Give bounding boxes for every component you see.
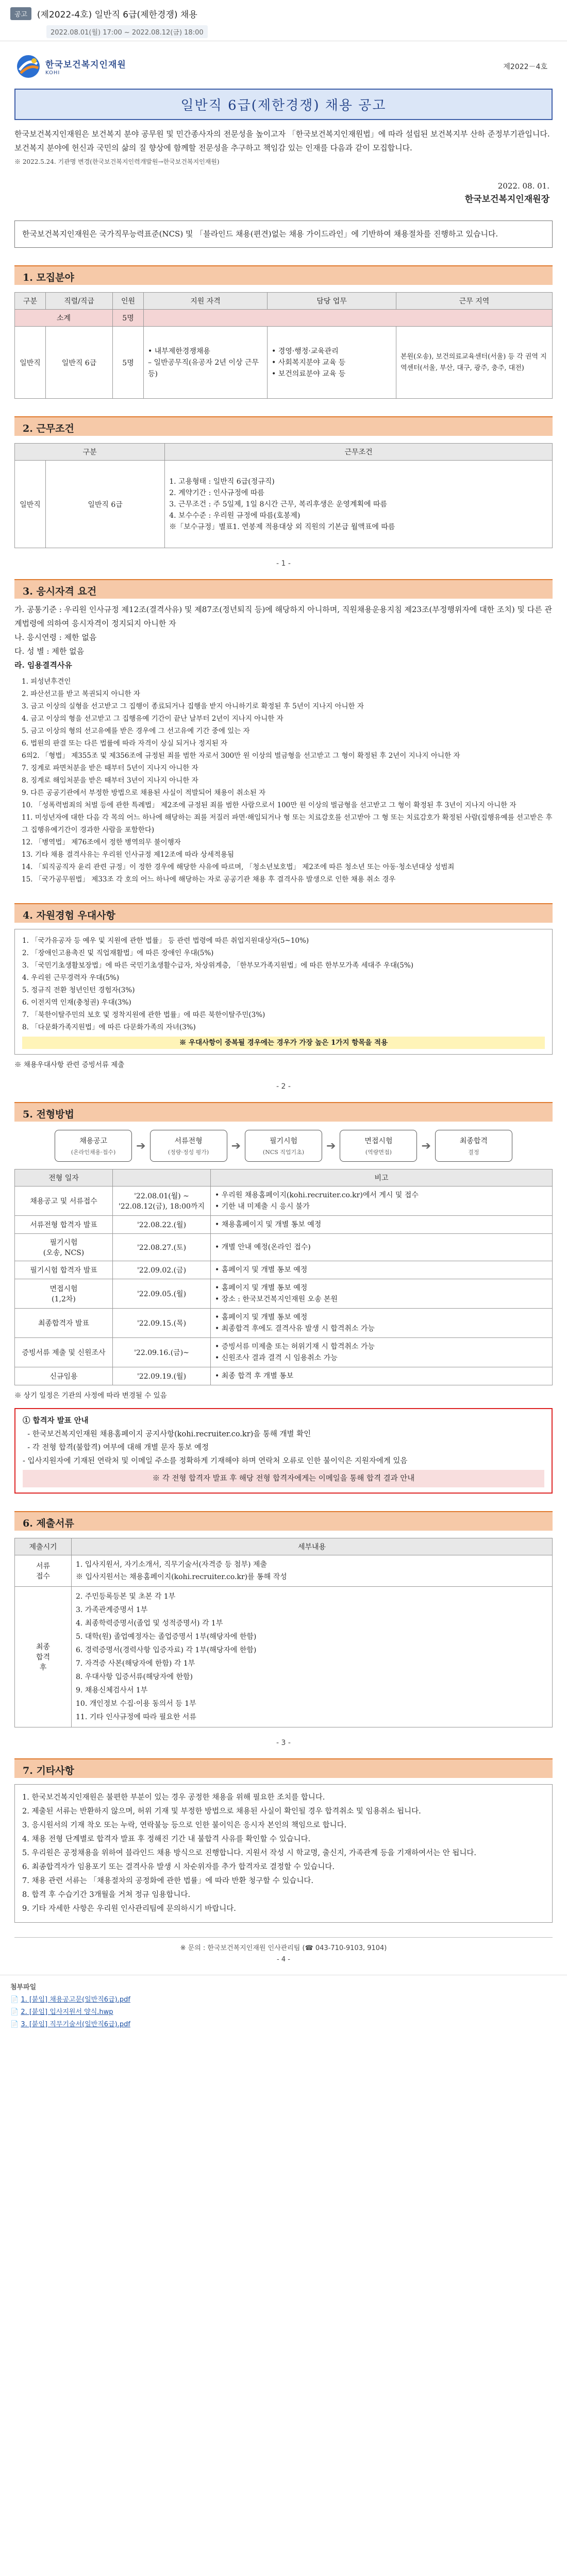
list-item: 7. 「북한이탈주민의 보호 및 정착지원에 관한 법률」에 따른 북한이탈주민(3%) [22, 1011, 265, 1019]
flow-step [150, 1130, 227, 1162]
attachments [0, 1975, 567, 2037]
logo-text [45, 57, 126, 76]
list-item: 8. 합격 후 수습기간 3개월을 거쳐 정규 임용합니다. [22, 1891, 191, 1899]
table-row [15, 1555, 553, 1587]
flow-step-label: 서류전형 [174, 1137, 203, 1145]
list-item: 3. 「국민기초생활보장법」에 따른 국민기초생활수급자, 차상위계층, 「한부모가족지원법」에 따른 한부모가족 세대주 우대(5%) [22, 961, 413, 970]
list-item: 1. 「국가유공자 등 예우 및 지원에 관한 법률」 등 관련 법령에 따른 취업지원대상자(5~10%) [22, 937, 309, 945]
file-icon: 📄 [10, 2008, 21, 2016]
list-item: 4. 채용 전형 단계별로 합격자 발표 후 정해진 기간 내 불합격 사유를 확인할 수 있습니다. [22, 1835, 311, 1843]
preference-highlight: ※ 우대사항이 중복될 경우에는 경우가 가장 높은 1가지 항목을 적용 [22, 1037, 545, 1049]
list-item: 7. 채용 관련 서류는 「채용절차의 공정화에 관한 법률」에 따라 반환 청구할 수 있습니다. [22, 1877, 313, 1885]
cell-stage: 서류전형 합격자 발표 [15, 1216, 113, 1234]
attachment-link[interactable]: 1. [붙임] 채용공고문(일반직6급).pdf [21, 1996, 130, 2004]
flow-step-sub: (역량면접) [365, 1149, 392, 1156]
list-item: 7. 징계로 파면처분을 받은 때부터 5년이 지나지 아니한 자 [22, 764, 198, 772]
recruitment-table [14, 292, 553, 399]
logo-emblem-icon [14, 53, 42, 80]
announcer-org: 한국보건복지인재원장 [464, 194, 549, 205]
attachment-item[interactable] [10, 2006, 557, 2019]
post-period-text: 2022.08.01(월) 17:00 ~ 2022.08.12(금) 18:00 [46, 25, 208, 38]
section-documents: 6. 제출서류 [14, 1511, 553, 1531]
cell-note: • 홈페이지 및 개별 통보 예정 • 최종합격 후에도 결격사유 발생 시 합격취소 가능 [211, 1309, 553, 1338]
cell-when: 서류 접수 [15, 1555, 72, 1587]
table-header-row [15, 1170, 553, 1187]
list-item: 12. 「병역법」 제76조에서 정한 병역의무 불이행자 [22, 838, 181, 846]
cell-date: '22.08.22.(월) [113, 1216, 211, 1234]
post-title: (제2022-4호) 일반직 6급(제한경쟁) 채용 [37, 10, 197, 20]
eligibility-intro [14, 603, 553, 672]
conditions-list [169, 476, 548, 533]
cell-stage: 신규임용 [15, 1367, 113, 1385]
list-item: 2. 파산선고를 받고 복권되지 아니한 자 [22, 690, 140, 698]
result-notice-line: ① 합격자 발표 안내 [23, 1416, 89, 1425]
cell-stage: 필기시험 (오송, NCS) [15, 1234, 113, 1261]
table-header: 전형 일자 [15, 1170, 113, 1187]
list-item: 4. 우리원 근무경력자 우대(5%) [22, 974, 120, 982]
cell-note: • 개별 안내 예정(온라인 접수) [211, 1234, 553, 1261]
table-header: 비고 [211, 1170, 553, 1187]
table-header-row [15, 1538, 553, 1555]
list-item: 1. 고용형태 : 일반직 6급(정규직) [169, 477, 275, 486]
list-item: 3. 금고 이상의 실형을 선고받고 그 집행이 종료되거나 집행을 받지 아니하기로 확정된 후 5년이 지나지 아니한 자 [22, 702, 364, 710]
cell-stage: 증빙서류 제출 및 신원조사 [15, 1338, 113, 1367]
file-icon: 📄 [10, 1996, 21, 2004]
list-item: 4. 금고 이상의 형을 선고받고 그 집행유예 기간이 끝난 날부터 2년이 지나지 아니한 자 [22, 715, 284, 723]
table-row [15, 1367, 553, 1385]
contact-footer [14, 1937, 553, 1965]
list-item: ※「보수규정」별표1. 연봉제 적용대상 외 직원의 기본급 월액표에 따름 [169, 522, 395, 531]
section-other: 7. 기타사항 [14, 1758, 553, 1778]
attachment-item[interactable] [10, 2019, 557, 2031]
cell-stage: 최종합격자 발표 [15, 1309, 113, 1338]
table-row [15, 461, 553, 548]
cell-date: '22.09.05.(월) [113, 1279, 211, 1309]
cell-date: '22.09.15.(목) [113, 1309, 211, 1338]
post-header [0, 0, 567, 41]
cell-stage: 면접시험 (1,2차) [15, 1279, 113, 1309]
list-item: 1. 한국보건복지인재원은 불편한 부분이 있는 경우 공정한 채용을 위해 필요한 조치를 합니다. [22, 1793, 325, 1802]
flow-step-label: 면접시험 [364, 1137, 393, 1145]
org-line [14, 50, 553, 82]
preferences-list [22, 935, 545, 1033]
other-list [22, 1791, 545, 1916]
flow-step [340, 1130, 417, 1162]
list-item: 6의2. 「형법」 제355조 및 제356조에 규정된 죄를 범한 자로서 300만 원 이상의 벌금형을 선고받고 그 형이 확정된 후 2년이 지나지 아니한 자 [22, 752, 460, 760]
post-period [46, 25, 557, 38]
disqualification-list [14, 675, 553, 886]
flow-step-label: 최종합격 [459, 1137, 488, 1145]
cell-stage: 필기시험 합격자 발표 [15, 1261, 113, 1279]
cell-date: '22.09.16.(금)~ [113, 1338, 211, 1367]
page-number: - 2 - [276, 1082, 291, 1091]
cell-note: • 최종 합격 후 개별 통보 [211, 1367, 553, 1385]
eligibility-line: 나. 응시연령 : 제한 없음 [14, 633, 97, 642]
document-title: 일반직 6급(제한경쟁) 채용 공고 [14, 89, 553, 120]
list-item: 1. 피성년후견인 [22, 677, 71, 686]
cell-when: 최종 합격 후 [15, 1587, 72, 1727]
table-header: 담당 업무 [268, 293, 396, 310]
blind-hiring-notice: 한국보건복지인재원은 국가직무능력표준(NCS) 및 「블라인드 채용(편견)없는 채용 가이드라인」에 기반하여 채용절차를 진행하고 있습니다. [14, 221, 553, 248]
attachments-label: 첨부파일 [10, 1984, 37, 1991]
flow-step [55, 1130, 132, 1162]
eligibility-line: 다. 성 별 : 제한 없음 [14, 647, 85, 656]
cell-stage: 채용공고 및 서류접수 [15, 1187, 113, 1216]
cell-note: • 채용홈페이지 및 개별 통보 예정 [211, 1216, 553, 1234]
table-row [15, 1234, 553, 1261]
subtotal-label: 소계 [15, 310, 113, 327]
arrow-right-icon: ➔ [231, 1139, 241, 1153]
eligibility-line: 라. 임용결격사유 [14, 660, 72, 670]
list-item: 3. 근무조건 : 주 5일제, 1일 8시간 근무, 복리후생은 운영계획에 따름 [169, 500, 388, 509]
list-item: 10. 「성폭력범죄의 처벌 등에 관한 특례법」 제2조에 규정된 죄를 범한 사람으로서 100만 원 이상의 벌금형을 선고받고 그 형이 확정된 후 3년이 지나지 아니한 자 [22, 801, 516, 809]
table-header: 인원 [113, 293, 144, 310]
subtotal-count: 5명 [113, 310, 144, 327]
cell-note: • 홈페이지 및 개별 통보 예정 [211, 1261, 553, 1279]
table-header-row [15, 444, 553, 461]
category-badge: 공고 [10, 7, 31, 20]
section-selection-process: 5. 전형방법 [14, 1102, 553, 1122]
arrow-right-icon: ➔ [136, 1139, 146, 1153]
list-item: 4. 보수수준 : 우리원 규정에 따름(호봉제) [169, 511, 301, 520]
list-item: 14. 「퇴직공직자 윤리 관련 규정」이 정한 경우에 해당한 사유에 따르며, 「청소년보호법」 제2조에 따른 청소년 또는 아동·청소년대상 성범죄 [22, 863, 455, 871]
arrow-right-icon: ➔ [326, 1139, 336, 1153]
list-item: 5. 우리원은 공정채용을 위하여 블라인드 채용 방식으로 진행합니다. 지원서 작성 시 학교명, 출신지, 가족관계 등을 기재하여서는 안 됩니다. [22, 1849, 477, 1857]
schedule-note: ※ 상기 일정은 기관의 사정에 따라 변경될 수 있음 [14, 1392, 167, 1400]
cell-note: • 증빙서류 미제출 또는 허위기재 시 합격취소 가능 • 신원조사 결과 결격 시 임용취소 가능 [211, 1338, 553, 1367]
list-item: 8. 「다문화가족지원법」에 따른 다문화가족의 자녀(3%) [22, 1023, 196, 1031]
section-work-conditions: 2. 근무조건 [14, 416, 553, 436]
conditions-cell [165, 461, 553, 548]
table-row [15, 1587, 553, 1727]
document-number: 제2022－4호 [503, 63, 547, 71]
table-header [113, 1170, 211, 1187]
list-item: 3. 응시원서의 기재 착오 또는 누락, 연락불능 등으로 인한 불이익은 응시자 본인의 책임으로 합니다. [22, 1821, 347, 1829]
table-row [15, 1309, 553, 1338]
table-header: 근무조건 [165, 444, 553, 461]
list-item: 6. 이전지역 인재(충청권) 우대(3%) [22, 998, 131, 1007]
page-number: - 3 - [276, 1739, 291, 1747]
cell-duty: • 경영·행정·교육관리 • 사회복지분야 교육 등 • 보건의료분야 교육 등 [268, 327, 396, 399]
eligibility-line: 가. 공통기준 : 우리원 인사규정 제12조(결격사유) 및 제87조(정년퇴직 등)에 해당하지 아니하며, 직원채용운용지침 제23조(부정행위자에 대한 조치) 및 다른 관계법령에 의하여 응시자격이 정지되지 아니한 자 [14, 605, 552, 628]
table-row [15, 1261, 553, 1279]
list-item: 6. 최종합격자가 임용포기 또는 결격사유 발생 시 차순위자를 추가 합격자로 결정할 수 있습니다. [22, 1863, 335, 1871]
result-notice-line: - 입사지원자에 기재된 연락처 및 이메일 주소를 정확하게 기재해야 하며 연락처 오류로 인한 불이익은 지원자에게 있음 [23, 1457, 408, 1465]
logo-english: KOHI [45, 70, 60, 76]
table-row [15, 1187, 553, 1216]
list-item: 6. 법원의 판결 또는 다른 법률에 따라 자격이 상실 되거나 정지된 자 [22, 739, 228, 748]
intro-text: 한국보건복지인재원은 보건복지 분야 공무원 및 민간종사자의 전문성을 높이고자 「한국보건복지인재원법」에 따라 설립된 보건복지부 산하 준정부기관입니다. 보건복지 분야에 헌신과 국민의 삶의 질 향상에 함께할 전문성을 추구하고 책임감 있는 인재를 다음과 같이 모집합니다. [14, 129, 550, 152]
list-item: 2. 계약기간 : 인사규정에 따름 [169, 488, 264, 497]
section-eligibility: 3. 응시자격 요건 [14, 579, 553, 599]
list-item: 15. 「국가공무원법」 제33조 각 호의 어느 하나에 해당하는 자로 공공기관 채용 후 결격사유 발생으로 인한 채용 취소 경우 [22, 875, 396, 884]
cell-date: '22.09.02.(금) [113, 1261, 211, 1279]
section-preferences: 4. 자원경험 우대사항 [14, 903, 553, 923]
cell-qualification: • 내부제한경쟁채용 – 일반공무직(유공자 2년 이상 근무등) [144, 327, 268, 399]
announcement-document [0, 41, 567, 1965]
preference-note: ※ 채용우대사항 관련 증빙서류 제출 [14, 1061, 125, 1069]
flow-step [245, 1130, 322, 1162]
cell-grade: 일반직 6급 [46, 461, 165, 548]
cell-what: 1. 입사지원서, 자기소개서, 직무기술서(자격증 등 첨부) 제출 ※ 입사지원서는 채용홈페이지(kohi.recruiter.co.kr)를 통해 작성 [72, 1555, 553, 1587]
table-header: 제출시기 [15, 1538, 72, 1555]
cell-location: 본원(오송), 보건의료교육센터(서울) 등 각 권역 지역센터(서울, 부산, 대구, 광주, 충주, 대전) [396, 327, 553, 399]
flow-step-label: 필기시험 [269, 1137, 298, 1145]
cell-grade: 일반직 6급 [46, 327, 113, 399]
other-box [14, 1784, 553, 1923]
table-header: 지원 자격 [144, 293, 268, 310]
cell-date: '22.08.01(월) ~ '22.08.12(금), 18:00까지 [113, 1187, 211, 1216]
cell-date: '22.08.27.(토) [113, 1234, 211, 1261]
subtotal-blank [144, 310, 553, 327]
list-item: 2. 제출된 서류는 반환하지 않으며, 허위 기재 및 부정한 방법으로 채용된 사실이 확인될 경우 합격취소 및 임용취소 됩니다. [22, 1807, 421, 1816]
subtotal-row [15, 310, 553, 327]
flow-step-sub: (정량·정성 평가) [168, 1149, 209, 1156]
list-item: 9. 다른 공공기관에서 부정한 방법으로 채용된 사실이 적발되어 채용이 취소된 자 [22, 789, 266, 797]
result-notice-box [14, 1408, 553, 1494]
logo-korean: 한국보건복지인재원 [45, 60, 126, 70]
list-item: 9. 기타 자세한 사항은 우리원 인사관리팀에 문의하시기 바랍니다. [22, 1905, 236, 1913]
attachment-link[interactable]: 3. [붙임] 직무기술서(일반직6급).pdf [21, 2021, 130, 2028]
section-recruitment-field: 1. 모집분야 [14, 265, 553, 285]
work-conditions-table [14, 443, 553, 548]
attachment-item[interactable] [10, 1994, 557, 2006]
result-notice-line: - 한국보건복지인재원 채용홈페이지 공지사항(kohi.recruiter.co.kr)을 통해 개별 확인 [23, 1430, 311, 1438]
table-header: 근무 지역 [396, 293, 553, 310]
list-item: 13. 기타 채용 결격사유는 우리원 인사규정 제12조에 따라 상세적용됨 [22, 851, 235, 859]
file-icon: 📄 [10, 2021, 21, 2028]
cell-group: 일반직 [15, 461, 46, 548]
table-header: 세부내용 [72, 1538, 553, 1555]
arrow-right-icon: ➔ [421, 1139, 431, 1153]
signature-block [14, 179, 553, 206]
cell-count: 5명 [113, 327, 144, 399]
result-notice-line: - 각 전형 합격(불합격) 여부에 대해 개별 문자 통보 예정 [23, 1444, 209, 1452]
table-header: 구분 [15, 293, 46, 310]
list-item: 5. 금고 이상의 형의 선고유예를 받은 경우에 그 선고유예 기간 중에 있는 자 [22, 727, 250, 735]
intro-note: ※ 2022.5.24. 기관명 변경(한국보건복지인력개발원→한국보건복지인재원) [14, 158, 220, 165]
attachment-link[interactable]: 2. [붙임] 입사지원서 양식.hwp [21, 2008, 113, 2016]
table-header-row [15, 293, 553, 310]
table-row [15, 1279, 553, 1309]
result-notice-bar: ※ 각 전형 합격자 발표 후 해당 전형 합격자에게는 이메일을 통해 합격 결과 안내 [23, 1470, 544, 1487]
preferences-box [14, 929, 553, 1055]
process-flow [14, 1130, 553, 1162]
cell-note: • 홈페이지 및 개별 통보 예정 • 장소 : 한국보건복지인재원 오송 본원 [211, 1279, 553, 1309]
page-number: - 1 - [276, 560, 291, 568]
flow-step-sub: 결정 [468, 1149, 479, 1156]
flow-step [435, 1130, 512, 1162]
table-row [15, 327, 553, 399]
flow-step-label: 채용공고 [79, 1137, 108, 1145]
list-item: 11. 미성년자에 대한 다음 각 목의 어느 하나에 해당하는 죄를 저질러 파면·해임되거나 형 또는 치료감호를 선고받아 그 형 또는 치료감호가 확정된 사람(집행유예를 선고받은 후 그 집행유예기간이 경과한 사람을 포함한다) [22, 814, 553, 834]
table-row [15, 1338, 553, 1367]
schedule-table [14, 1169, 553, 1385]
flow-step-sub: (NCS 직업기초) [262, 1149, 305, 1156]
table-row [15, 1216, 553, 1234]
page-number: - 4 - [277, 1956, 290, 1963]
cell-note: • 우리원 채용홈페이지(kohi.recruiter.co.kr)에서 게시 및 접수 • 기한 내 미제출 시 응시 불가 [211, 1187, 553, 1216]
cell-group: 일반직 [15, 327, 46, 399]
documents-table [14, 1538, 553, 1727]
list-item: 5. 정규직 전환 청년인턴 경험자(3%) [22, 986, 135, 994]
list-item: 8. 징계로 해임처분을 받은 때부터 3년이 지나지 아니한 자 [22, 776, 198, 785]
contact-text: ※ 문의 : 한국보건복지인재원 인사관리팀 (☎ 043-710-9103, 9104) [180, 1944, 387, 1952]
intro-paragraph [14, 127, 553, 169]
cell-what: 2. 주민등록등본 및 초본 각 1부 3. 가족관계증명서 1부 4. 최종학력증명서(졸업 및 성적증명서) 각 1부 5. 대학(원) 졸업예정자는 졸업증명서 1부(해당자에 한함) 6. 경력증명서(경력사항 입증자료) 각 1부(해당자에 한함) 7. 자격증 사본(해당자에 한함) 각 1부 8. 우대사항 입증서류(해당자에 한함) 9. 채용신체검사서 1부 10. 개인정보 수집·이용 동의서 등 1부 11. 기타 인사규정에 따라 필요한 서류 [72, 1587, 553, 1727]
flow-step-sub: (온라인채용·접수) [71, 1149, 116, 1156]
table-header: 구분 [15, 444, 165, 461]
list-item: 2. 「장애인고용촉진 및 직업재활법」에 따른 장애인 우대(5%) [22, 949, 214, 957]
cell-date: '22.09.19.(월) [113, 1367, 211, 1385]
announce-date: 2022. 08. 01. [497, 181, 549, 191]
table-header: 직렬/직급 [46, 293, 113, 310]
org-logo [14, 53, 126, 80]
